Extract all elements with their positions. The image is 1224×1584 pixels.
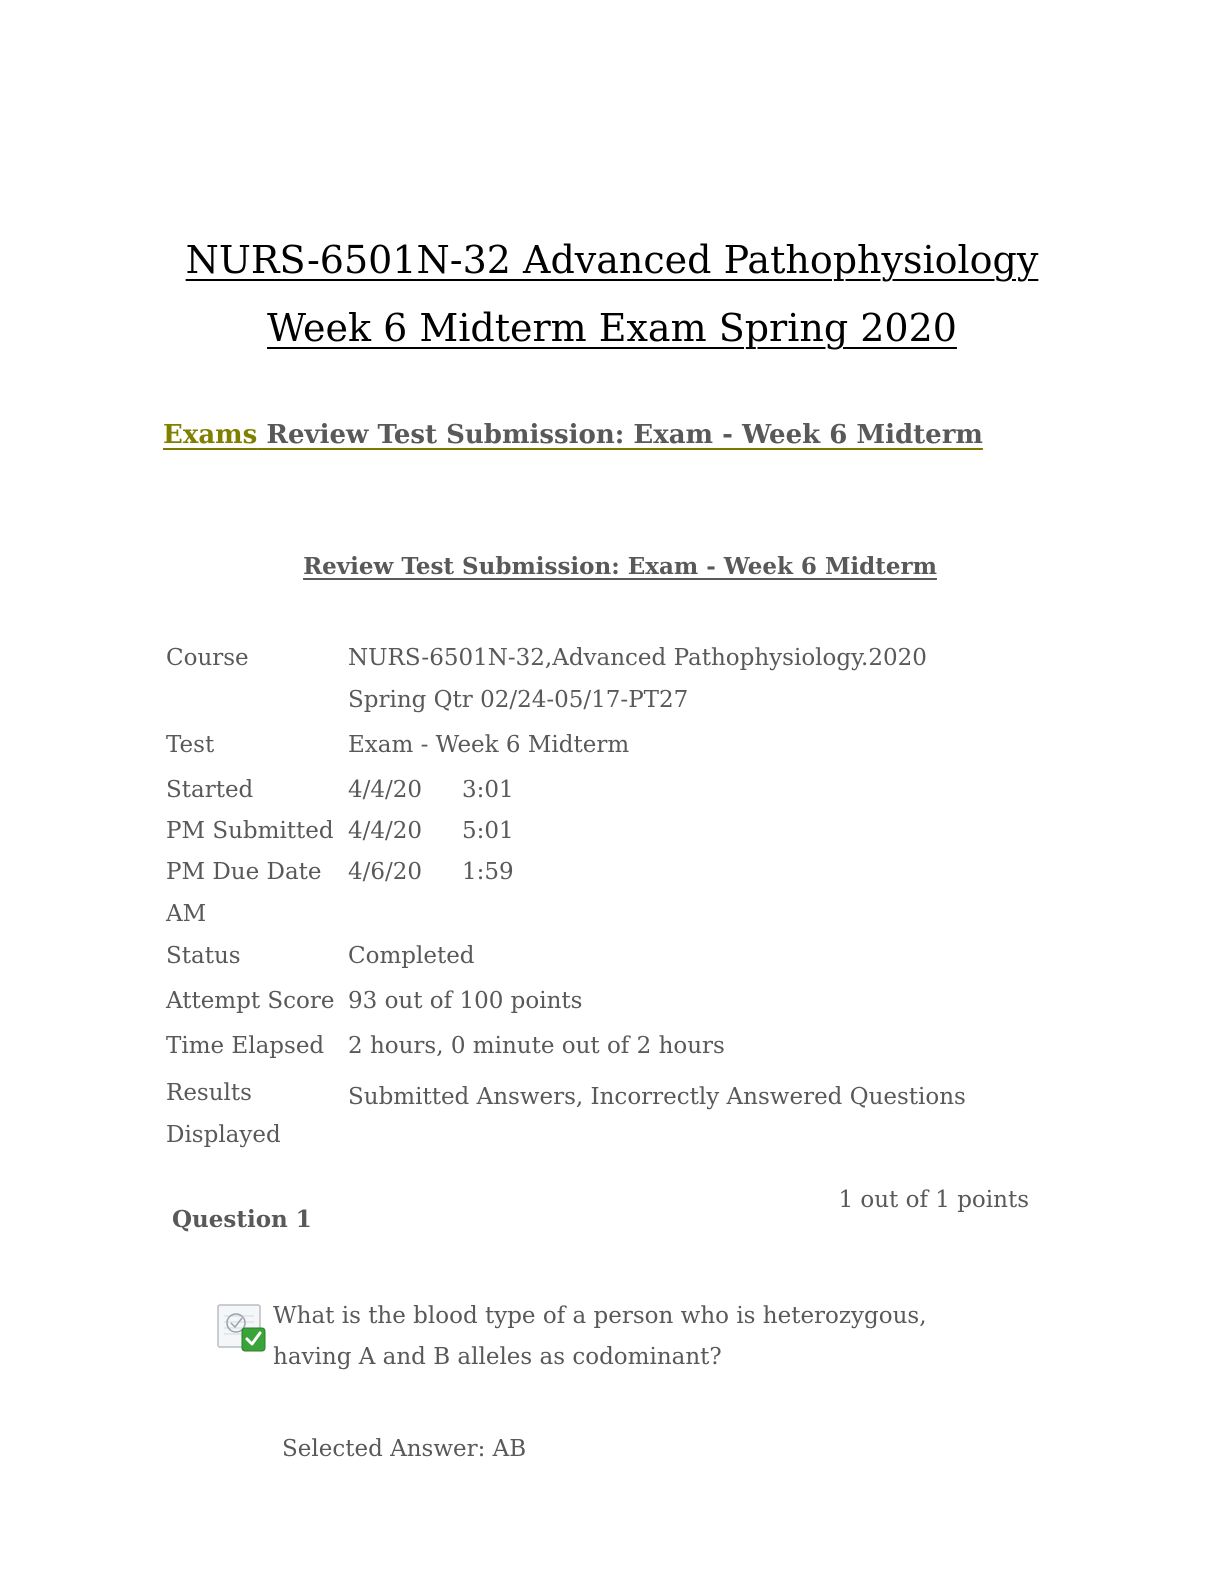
selected-answer: Selected Answer: AB bbox=[282, 1436, 527, 1462]
question-text-line-2: having A and B alleles as codominant? bbox=[273, 1344, 722, 1370]
test-value: Exam - Week 6 Midterm bbox=[348, 732, 630, 758]
due-time: 1:59 bbox=[462, 859, 514, 885]
started-label: Started bbox=[166, 777, 254, 803]
question-points: 1 out of 1 points bbox=[838, 1187, 1029, 1213]
results-displayed-value: Submitted Answers, Incorrectly Answered Questions bbox=[348, 1084, 966, 1110]
started-time: 3:01 bbox=[462, 777, 514, 803]
due-date: 4/6/20 bbox=[348, 859, 423, 885]
question-text-line-1: What is the blood type of a person who is heterozygous, bbox=[273, 1303, 927, 1329]
question-title: Question 1 bbox=[172, 1206, 312, 1233]
due-time-suffix: AM bbox=[166, 901, 207, 927]
correct-answer-icon bbox=[216, 1302, 268, 1354]
document-title-line-1: NURS-6501N-32 Advanced Pathophysiology bbox=[185, 238, 1039, 282]
attempt-score-value: 93 out of 100 points bbox=[348, 988, 583, 1014]
submitted-date: 4/4/20 bbox=[348, 818, 423, 844]
breadcrumb-link-exams[interactable]: Exams bbox=[163, 420, 258, 450]
submitted-label: PM Submitted bbox=[166, 818, 334, 844]
page-heading: Review Test Submission: Exam - Week 6 Midterm bbox=[303, 553, 937, 580]
document-title-line-2: Week 6 Midterm Exam Spring 2020 bbox=[267, 306, 957, 350]
status-label: Status bbox=[166, 943, 241, 969]
started-date: 4/4/20 bbox=[348, 777, 423, 803]
test-label: Test bbox=[166, 732, 215, 758]
submitted-time: 5:01 bbox=[462, 818, 514, 844]
results-displayed-label-line-1: Results bbox=[166, 1080, 252, 1106]
status-value: Completed bbox=[348, 943, 475, 969]
due-date-label: PM Due Date bbox=[166, 859, 322, 885]
time-elapsed-label: Time Elapsed bbox=[166, 1033, 325, 1059]
course-value-line-1: NURS-6501N-32,Advanced Pathophysiology.2020 bbox=[348, 645, 927, 671]
time-elapsed-value: 2 hours, 0 minute out of 2 hours bbox=[348, 1033, 725, 1059]
course-value-line-2: Spring Qtr 02/24-05/17-PT27 bbox=[348, 687, 689, 713]
breadcrumb-current-page: Review Test Submission: Exam - Week 6 Midterm bbox=[257, 420, 983, 450]
course-label: Course bbox=[166, 645, 249, 671]
results-displayed-label-line-2: Displayed bbox=[166, 1122, 281, 1148]
attempt-score-label: Attempt Score bbox=[166, 988, 335, 1014]
breadcrumb bbox=[163, 420, 983, 450]
